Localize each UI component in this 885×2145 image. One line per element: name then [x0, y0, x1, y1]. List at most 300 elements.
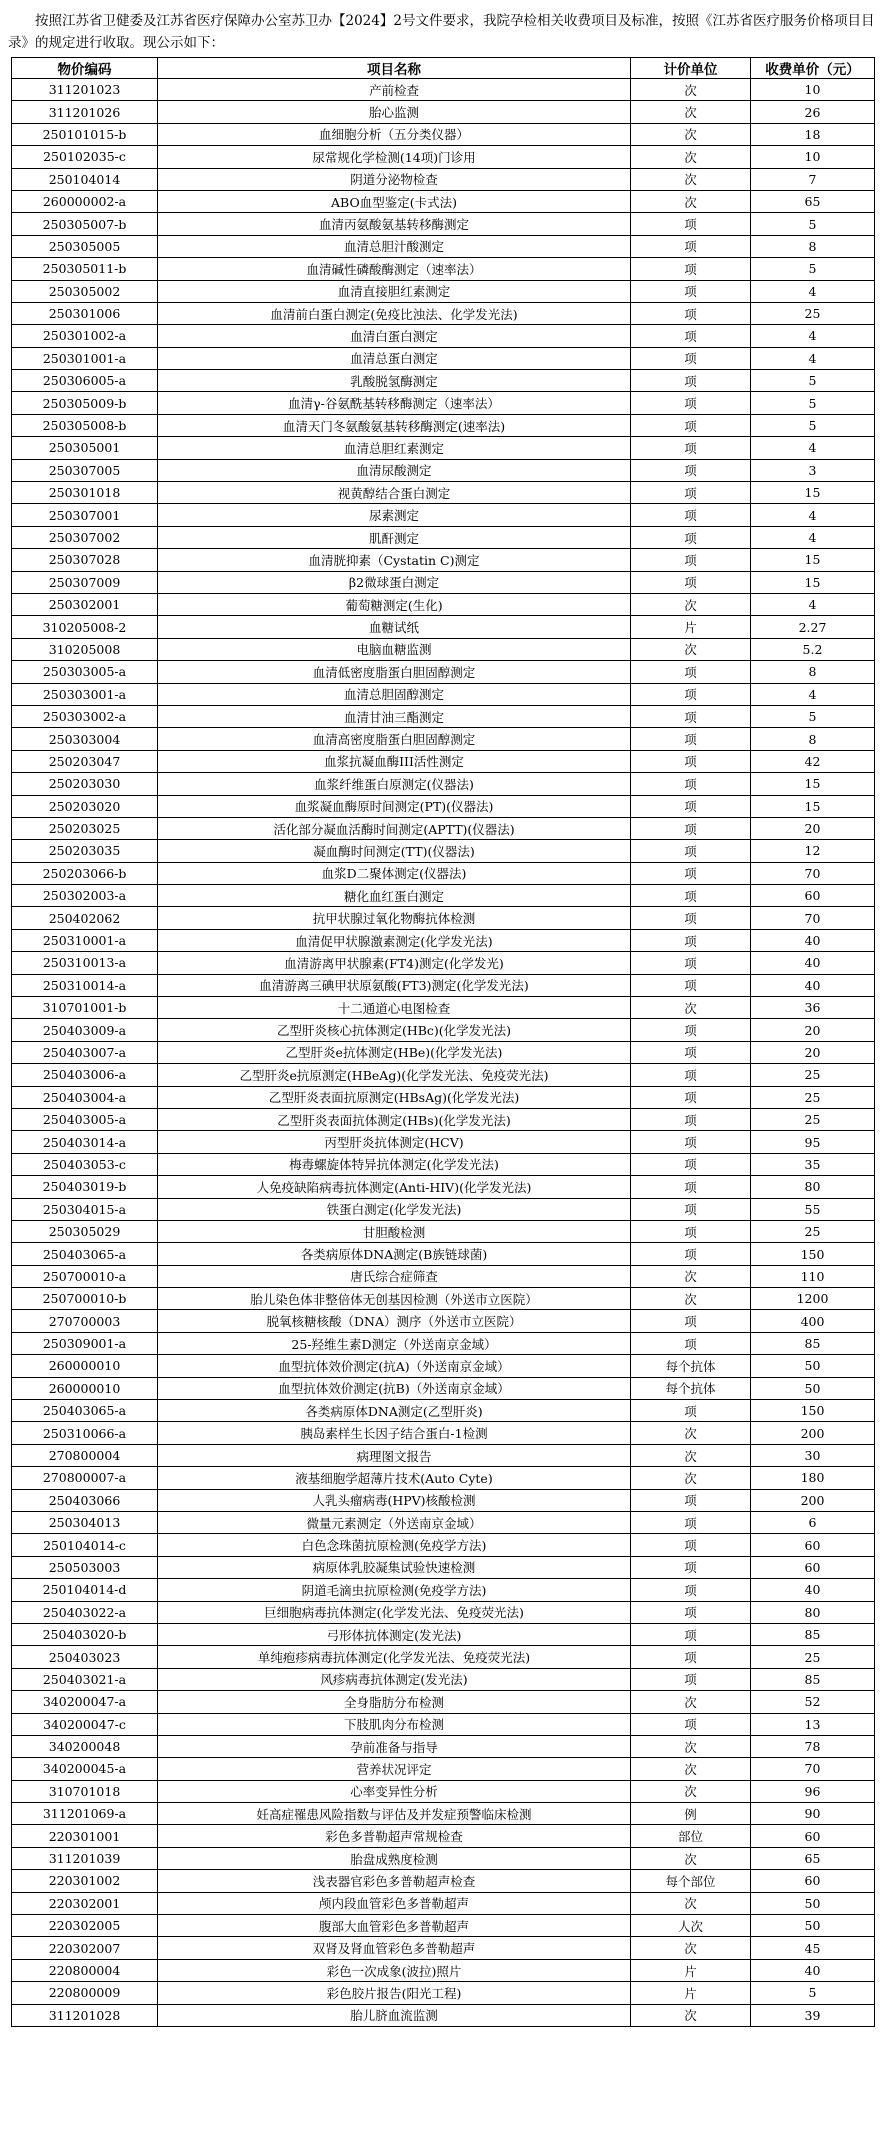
cell-item-name: 血浆D二聚体测定(仪器法) — [158, 862, 631, 884]
table-row — [12, 616, 875, 638]
table-row — [12, 638, 875, 660]
cell-unit-price: 39 — [751, 2004, 875, 2026]
cell-unit: 项 — [631, 526, 751, 548]
table-row — [12, 571, 875, 593]
cell-price-code: 250305007-b — [12, 213, 158, 235]
cell-unit-price: 25 — [751, 1220, 875, 1242]
table-row — [12, 1422, 875, 1444]
table-row — [12, 549, 875, 571]
cell-unit-price: 7 — [751, 168, 875, 190]
cell-price-code: 250301001-a — [12, 347, 158, 369]
cell-item-name: 血清促甲状腺激素测定(化学发光法) — [158, 929, 631, 951]
cell-unit: 项 — [631, 862, 751, 884]
table-row — [12, 1153, 875, 1175]
cell-item-name: 血清总胆红素测定 — [158, 437, 631, 459]
cell-price-code: 250305009-b — [12, 392, 158, 414]
table-row — [12, 437, 875, 459]
cell-unit: 项 — [631, 974, 751, 996]
cell-unit-price: 15 — [751, 795, 875, 817]
cell-price-code: 250301018 — [12, 482, 158, 504]
cell-unit-price: 8 — [751, 661, 875, 683]
cell-unit-price: 4 — [751, 325, 875, 347]
cell-price-code: 311201026 — [12, 101, 158, 123]
cell-item-name: 全身脂肪分布检测 — [158, 1691, 631, 1713]
cell-item-name: 血清直接胆红素测定 — [158, 280, 631, 302]
cell-item-name: 血清前白蛋白测定(免疫比浊法、化学发光法) — [158, 302, 631, 324]
cell-item-name: 风疹病毒抗体测定(发光法) — [158, 1668, 631, 1690]
cell-unit: 项 — [631, 750, 751, 772]
cell-unit: 项 — [631, 504, 751, 526]
cell-unit-price: 80 — [751, 1601, 875, 1623]
cell-unit: 次 — [631, 190, 751, 212]
cell-unit: 项 — [631, 705, 751, 727]
cell-unit-price: 15 — [751, 571, 875, 593]
cell-item-name: 尿常规化学检测(14项)门诊用 — [158, 146, 631, 168]
cell-price-code: 250203020 — [12, 795, 158, 817]
cell-price-code: 250305002 — [12, 280, 158, 302]
table-row — [12, 1534, 875, 1556]
cell-unit-price: 52 — [751, 1691, 875, 1713]
cell-unit-price: 13 — [751, 1713, 875, 1735]
cell-unit: 项 — [631, 325, 751, 347]
cell-item-name: 人乳头瘤病毒(HPV)核酸检测 — [158, 1489, 631, 1511]
cell-price-code: 250303001-a — [12, 683, 158, 705]
table-row — [12, 1780, 875, 1802]
table-row — [12, 661, 875, 683]
cell-unit: 项 — [631, 929, 751, 951]
table-row — [12, 302, 875, 324]
cell-item-name: 乙型肝炎表面抗原测定(HBsAg)(化学发光法) — [158, 1086, 631, 1108]
table-row — [12, 101, 875, 123]
table-header-row — [12, 58, 875, 79]
cell-item-name: 脱氧核糖核酸（DNA）测序（外送市立医院） — [158, 1310, 631, 1332]
cell-price-code: 250304013 — [12, 1512, 158, 1534]
cell-unit: 项 — [631, 392, 751, 414]
cell-price-code: 250403004-a — [12, 1086, 158, 1108]
cell-unit-price: 40 — [751, 952, 875, 974]
cell-unit: 次 — [631, 168, 751, 190]
cell-item-name: 阴道分泌物检查 — [158, 168, 631, 190]
table-row — [12, 1310, 875, 1332]
cell-item-name: β2微球蛋白测定 — [158, 571, 631, 593]
cell-price-code: 220301002 — [12, 1870, 158, 1892]
cell-unit: 次 — [631, 1780, 751, 1802]
table-row — [12, 1108, 875, 1130]
cell-unit-price: 40 — [751, 974, 875, 996]
table-row — [12, 1556, 875, 1578]
cell-unit: 项 — [631, 1086, 751, 1108]
cell-price-code: 340200047-a — [12, 1691, 158, 1713]
table-row — [12, 1489, 875, 1511]
cell-price-code: 250503003 — [12, 1556, 158, 1578]
cell-unit: 项 — [631, 347, 751, 369]
cell-unit: 项 — [631, 728, 751, 750]
table-row — [12, 1265, 875, 1287]
cell-item-name: 血清尿酸测定 — [158, 459, 631, 481]
table-row — [12, 1467, 875, 1489]
cell-unit: 项 — [631, 414, 751, 436]
cell-unit: 次 — [631, 1847, 751, 1869]
cell-unit: 项 — [631, 885, 751, 907]
cell-item-name: 弓形体抗体测定(发光法) — [158, 1623, 631, 1645]
cell-price-code: 250301006 — [12, 302, 158, 324]
table-row — [12, 1892, 875, 1914]
cell-price-code: 250304015-a — [12, 1198, 158, 1220]
cell-item-name: 铁蛋白测定(化学发光法) — [158, 1198, 631, 1220]
table-row — [12, 1131, 875, 1153]
cell-unit: 项 — [631, 370, 751, 392]
cell-unit-price: 50 — [751, 1355, 875, 1377]
table-row — [12, 705, 875, 727]
cell-unit: 次 — [631, 1467, 751, 1489]
cell-price-code: 260000010 — [12, 1377, 158, 1399]
table-row — [12, 929, 875, 951]
cell-unit-price: 26 — [751, 101, 875, 123]
table-row — [12, 414, 875, 436]
cell-unit-price: 40 — [751, 1959, 875, 1981]
cell-price-code: 250307009 — [12, 571, 158, 593]
cell-unit: 次 — [631, 638, 751, 660]
cell-unit-price: 150 — [751, 1400, 875, 1422]
table-row — [12, 235, 875, 257]
cell-unit: 项 — [631, 1310, 751, 1332]
cell-unit: 项 — [631, 1668, 751, 1690]
cell-price-code: 250203035 — [12, 840, 158, 862]
cell-item-name: 双肾及肾血管彩色多普勒超声 — [158, 1937, 631, 1959]
table-row — [12, 1847, 875, 1869]
table-row — [12, 190, 875, 212]
cell-price-code: 250403006-a — [12, 1064, 158, 1086]
cell-item-name: 胎心监测 — [158, 101, 631, 123]
cell-price-code: 250303005-a — [12, 661, 158, 683]
cell-unit: 次 — [631, 997, 751, 1019]
cell-item-name: 彩色胶片报告(阳光工程) — [158, 1982, 631, 2004]
cell-price-code: 250403019-b — [12, 1176, 158, 1198]
table-row — [12, 1512, 875, 1534]
table-row — [12, 1915, 875, 1937]
cell-unit-price: 1200 — [751, 1288, 875, 1310]
cell-price-code: 250403066 — [12, 1489, 158, 1511]
cell-unit-price: 40 — [751, 1579, 875, 1601]
cell-unit-price: 10 — [751, 79, 875, 101]
cell-unit-price: 65 — [751, 190, 875, 212]
cell-price-code: 220302001 — [12, 1892, 158, 1914]
cell-item-name: 胎盘成熟度检测 — [158, 1847, 631, 1869]
table-row — [12, 1288, 875, 1310]
cell-unit: 项 — [631, 683, 751, 705]
table-row — [12, 1176, 875, 1198]
cell-item-name: 肌酐测定 — [158, 526, 631, 548]
cell-item-name: 微量元素测定（外送南京金域） — [158, 1512, 631, 1534]
table-row — [12, 526, 875, 548]
table-row — [12, 1758, 875, 1780]
cell-item-name: 心率变异性分析 — [158, 1780, 631, 1802]
cell-unit: 次 — [631, 79, 751, 101]
table-row — [12, 997, 875, 1019]
header-unit-price: 收费单价（元） — [751, 58, 875, 79]
cell-price-code: 250403022-a — [12, 1601, 158, 1623]
cell-price-code: 250700010-b — [12, 1288, 158, 1310]
cell-item-name: 血型抗体效价测定(抗B)（外送南京金域） — [158, 1377, 631, 1399]
intro-paragraph: 按照江苏省卫健委及江苏省医疗保障办公室苏卫办【2024】2号文件要求，我院孕检相关收费项目及标准，按照《江苏省医疗服务价格项目目录》的规定进行收取。现公示如下： — [8, 13, 875, 51]
table-row — [12, 862, 875, 884]
cell-unit-price: 25 — [751, 1108, 875, 1130]
table-row — [12, 1355, 875, 1377]
cell-price-code: 250203030 — [12, 773, 158, 795]
cell-item-name: 乳酸脱氢酶测定 — [158, 370, 631, 392]
cell-price-code: 250403021-a — [12, 1668, 158, 1690]
cell-unit-price: 5 — [751, 213, 875, 235]
cell-item-name: 血清高密度脂蛋白胆固醇测定 — [158, 728, 631, 750]
cell-item-name: 血浆抗凝血酶III活性测定 — [158, 750, 631, 772]
table-row — [12, 885, 875, 907]
cell-price-code: 310205008-2 — [12, 616, 158, 638]
table-row — [12, 907, 875, 929]
cell-item-name: 单纯疱疹病毒抗体测定(化学发光法、免疫荧光法) — [158, 1646, 631, 1668]
cell-unit: 项 — [631, 1512, 751, 1534]
cell-unit-price: 200 — [751, 1422, 875, 1444]
cell-unit-price: 25 — [751, 1086, 875, 1108]
cell-unit-price: 70 — [751, 907, 875, 929]
cell-price-code: 260000010 — [12, 1355, 158, 1377]
cell-price-code: 250402062 — [12, 907, 158, 929]
cell-item-name: 血型抗体效价测定(抗A)（外送南京金域） — [158, 1355, 631, 1377]
cell-unit: 项 — [631, 571, 751, 593]
cell-item-name: 胰岛素样生长因子结合蛋白-1检测 — [158, 1422, 631, 1444]
cell-unit: 项 — [631, 1108, 751, 1130]
table-row — [12, 146, 875, 168]
cell-unit: 项 — [631, 773, 751, 795]
cell-unit-price: 5 — [751, 258, 875, 280]
cell-unit-price: 85 — [751, 1332, 875, 1354]
cell-unit-price: 50 — [751, 1892, 875, 1914]
cell-unit: 项 — [631, 1198, 751, 1220]
cell-unit-price: 5 — [751, 370, 875, 392]
cell-unit-price: 36 — [751, 997, 875, 1019]
cell-unit: 项 — [631, 817, 751, 839]
cell-item-name: 葡萄糖测定(生化) — [158, 593, 631, 615]
cell-unit: 项 — [631, 795, 751, 817]
table-row — [12, 347, 875, 369]
table-row — [12, 213, 875, 235]
cell-item-name: 液基细胞学超薄片技术(Auto Cyte) — [158, 1467, 631, 1489]
cell-unit-price: 5 — [751, 1982, 875, 2004]
cell-unit-price: 4 — [751, 526, 875, 548]
cell-item-name: 糖化血红蛋白测定 — [158, 885, 631, 907]
cell-item-name: 活化部分凝血活酶时间测定(APTT)(仪器法) — [158, 817, 631, 839]
header-price-code: 物价编码 — [12, 58, 158, 79]
table-row — [12, 123, 875, 145]
cell-unit: 项 — [631, 482, 751, 504]
cell-item-name: 白色念珠菌抗原检测(免疫学方法) — [158, 1534, 631, 1556]
cell-item-name: 血清胱抑素（Cystatin C)测定 — [158, 549, 631, 571]
cell-unit-price: 55 — [751, 1198, 875, 1220]
cell-unit: 项 — [631, 437, 751, 459]
cell-price-code: 260000002-a — [12, 190, 158, 212]
cell-unit: 人次 — [631, 1915, 751, 1937]
cell-price-code: 250307002 — [12, 526, 158, 548]
cell-unit-price: 45 — [751, 1937, 875, 1959]
cell-unit-price: 8 — [751, 728, 875, 750]
cell-item-name: 血清白蛋白测定 — [158, 325, 631, 347]
table-row — [12, 1332, 875, 1354]
cell-unit: 项 — [631, 1153, 751, 1175]
cell-item-name: 巨细胞病毒抗体测定(化学发光法、免疫荧光法) — [158, 1601, 631, 1623]
cell-unit: 片 — [631, 616, 751, 638]
cell-price-code: 310205008 — [12, 638, 158, 660]
table-row — [12, 168, 875, 190]
table-row — [12, 593, 875, 615]
cell-unit-price: 2.27 — [751, 616, 875, 638]
table-row — [12, 840, 875, 862]
cell-price-code: 250303002-a — [12, 705, 158, 727]
cell-unit-price: 25 — [751, 1646, 875, 1668]
cell-price-code: 250306005-a — [12, 370, 158, 392]
cell-price-code: 270800004 — [12, 1444, 158, 1466]
cell-unit-price: 60 — [751, 1556, 875, 1578]
table-row — [12, 1086, 875, 1108]
table-row — [12, 280, 875, 302]
cell-price-code: 220800004 — [12, 1959, 158, 1981]
cell-item-name: 凝血酶时间测定(TT)(仪器法) — [158, 840, 631, 862]
cell-unit: 片 — [631, 1982, 751, 2004]
cell-price-code: 250403007-a — [12, 1041, 158, 1063]
cell-price-code: 250403009-a — [12, 1019, 158, 1041]
cell-unit-price: 70 — [751, 862, 875, 884]
cell-unit-price: 25 — [751, 302, 875, 324]
cell-item-name: 甘胆酸检测 — [158, 1220, 631, 1242]
cell-item-name: 血清碱性磷酸酶测定（速率法） — [158, 258, 631, 280]
cell-unit-price: 5 — [751, 705, 875, 727]
header-item-name: 项目名称 — [158, 58, 631, 79]
cell-unit-price: 5 — [751, 414, 875, 436]
fee-table-body — [12, 79, 875, 2027]
table-row — [12, 258, 875, 280]
cell-unit: 项 — [631, 661, 751, 683]
cell-unit-price: 42 — [751, 750, 875, 772]
cell-price-code: 250310013-a — [12, 952, 158, 974]
cell-unit: 项 — [631, 1556, 751, 1578]
cell-price-code: 250310001-a — [12, 929, 158, 951]
cell-unit: 项 — [631, 459, 751, 481]
cell-unit-price: 50 — [751, 1377, 875, 1399]
cell-unit-price: 20 — [751, 1019, 875, 1041]
cell-price-code: 250403065-a — [12, 1400, 158, 1422]
cell-unit-price: 65 — [751, 1847, 875, 1869]
cell-unit: 项 — [631, 302, 751, 324]
cell-unit-price: 5 — [751, 392, 875, 414]
cell-unit: 片 — [631, 1959, 751, 1981]
cell-price-code: 250305005 — [12, 235, 158, 257]
cell-price-code: 250700010-a — [12, 1265, 158, 1287]
table-row — [12, 1803, 875, 1825]
cell-unit-price: 20 — [751, 817, 875, 839]
cell-item-name: 尿素测定 — [158, 504, 631, 526]
cell-unit: 项 — [631, 1579, 751, 1601]
cell-item-name: 孕前准备与指导 — [158, 1735, 631, 1757]
cell-unit-price: 90 — [751, 1803, 875, 1825]
cell-price-code: 311201039 — [12, 1847, 158, 1869]
cell-unit-price: 70 — [751, 1758, 875, 1780]
cell-item-name: 25-羟维生素D测定（外送南京金域） — [158, 1332, 631, 1354]
cell-unit-price: 18 — [751, 123, 875, 145]
table-row — [12, 1601, 875, 1623]
table-row — [12, 1713, 875, 1735]
cell-item-name: 人免疫缺陷病毒抗体测定(Anti-HIV)(化学发光法) — [158, 1176, 631, 1198]
cell-unit-price: 4 — [751, 593, 875, 615]
cell-unit-price: 3 — [751, 459, 875, 481]
table-row — [12, 392, 875, 414]
cell-item-name: 血清总胆汁酸测定 — [158, 235, 631, 257]
cell-unit: 项 — [631, 952, 751, 974]
table-row — [12, 1198, 875, 1220]
cell-price-code: 250403023 — [12, 1646, 158, 1668]
cell-item-name: 各类病原体DNA测定(B族链球菌) — [158, 1243, 631, 1265]
cell-price-code: 250302001 — [12, 593, 158, 615]
cell-item-name: 乙型肝炎e抗原测定(HBeAg)(化学发光法、免疫荧光法) — [158, 1064, 631, 1086]
cell-unit: 项 — [631, 1220, 751, 1242]
cell-unit-price: 85 — [751, 1668, 875, 1690]
cell-item-name: 阴道毛滴虫抗原检测(免疫学方法) — [158, 1579, 631, 1601]
header-unit: 计价单位 — [631, 58, 751, 79]
cell-unit: 每个抗体 — [631, 1377, 751, 1399]
cell-price-code: 250301002-a — [12, 325, 158, 347]
cell-price-code: 220301001 — [12, 1825, 158, 1847]
cell-price-code: 250403014-a — [12, 1131, 158, 1153]
cell-item-name: 下肢肌肉分布检测 — [158, 1713, 631, 1735]
cell-unit: 次 — [631, 593, 751, 615]
cell-unit: 每个抗体 — [631, 1355, 751, 1377]
cell-item-name: 血清甘油三酯测定 — [158, 705, 631, 727]
cell-unit: 次 — [631, 1758, 751, 1780]
cell-unit-price: 15 — [751, 549, 875, 571]
cell-unit-price: 60 — [751, 1534, 875, 1556]
cell-item-name: 病原体乳胶凝集试验快速检测 — [158, 1556, 631, 1578]
cell-price-code: 250305011-b — [12, 258, 158, 280]
cell-item-name: 唐氏综合症筛查 — [158, 1265, 631, 1287]
cell-price-code: 250203066-b — [12, 862, 158, 884]
cell-unit: 项 — [631, 840, 751, 862]
cell-unit: 项 — [631, 1489, 751, 1511]
cell-price-code: 250310014-a — [12, 974, 158, 996]
cell-unit-price: 20 — [751, 1041, 875, 1063]
table-row — [12, 1959, 875, 1981]
cell-item-name: 腹部大血管彩色多普勒超声 — [158, 1915, 631, 1937]
cell-unit: 次 — [631, 1735, 751, 1757]
table-row — [12, 1444, 875, 1466]
table-row — [12, 1825, 875, 1847]
cell-price-code: 311201069-a — [12, 1803, 158, 1825]
cell-price-code: 250307028 — [12, 549, 158, 571]
cell-item-name: 血清丙氨酸氨基转移酶测定 — [158, 213, 631, 235]
cell-unit-price: 60 — [751, 885, 875, 907]
cell-unit: 次 — [631, 1444, 751, 1466]
table-row — [12, 795, 875, 817]
cell-price-code: 250403053-c — [12, 1153, 158, 1175]
fee-table — [11, 57, 875, 2027]
cell-item-name: 血清游离甲状腺素(FT4)测定(化学发光) — [158, 952, 631, 974]
table-row — [12, 1735, 875, 1757]
cell-unit-price: 30 — [751, 1444, 875, 1466]
cell-unit: 次 — [631, 101, 751, 123]
cell-item-name: 血清γ-谷氨酰基转移酶测定（速率法） — [158, 392, 631, 414]
cell-unit: 项 — [631, 1332, 751, 1354]
cell-unit: 例 — [631, 1803, 751, 1825]
cell-unit-price: 25 — [751, 1064, 875, 1086]
cell-item-name: 乙型肝炎核心抗体测定(HBc)(化学发光法) — [158, 1019, 631, 1041]
cell-item-name: 视黄醇结合蛋白测定 — [158, 482, 631, 504]
cell-item-name: 血浆纤维蛋白原测定(仪器法) — [158, 773, 631, 795]
